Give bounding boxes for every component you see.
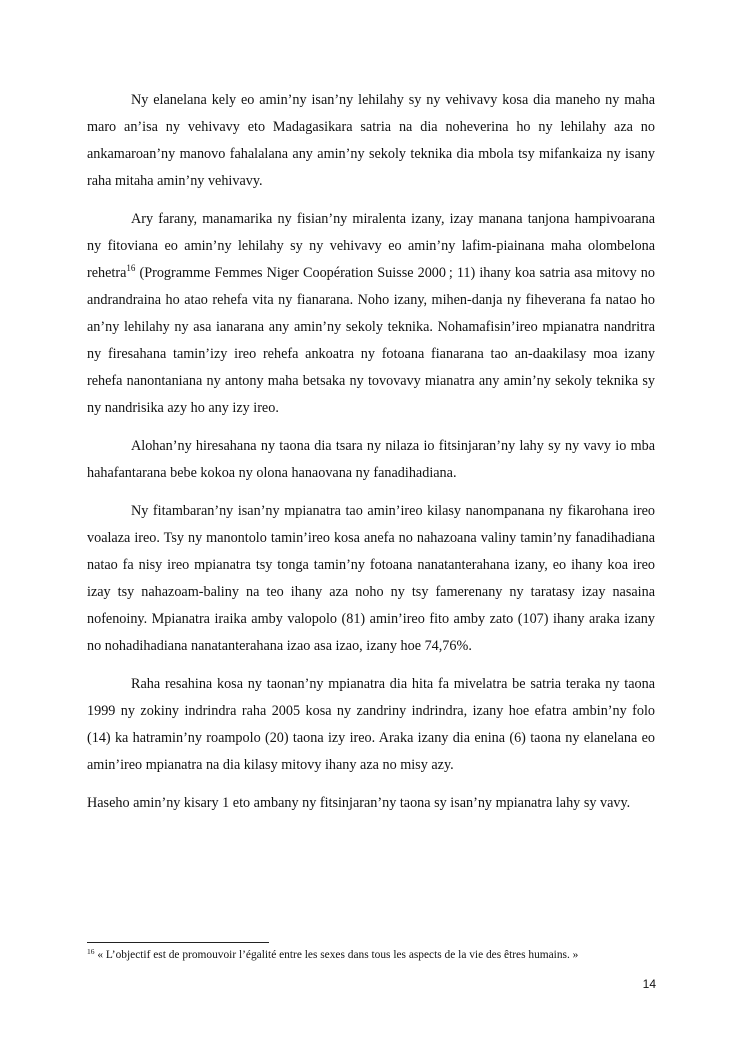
paragraph-6: Haseho amin’ny kisary 1 eto ambany ny fitsinjaran’ny taona sy isan’ny mpianatra lahy sy vavy. (87, 795, 631, 811)
footnote (87, 948, 667, 963)
footnote-number: 16 (87, 947, 95, 956)
footnote-separator (87, 942, 269, 943)
paragraph-4: Ny fitambaran’ny isan’ny mpianatra tao amin’ireo kilasy nanompanana ny fikarohana ireo voalaza ireo. Tsy ny manontolo tamin’ireo kosa anefa no nahazoana valiny tamin’ny fanadihadiana natao fa nisy ireo mpianatra tsy tonga tamin’ny fotoana nanatanterahana izany, eo ihany koa ireo izay tsy nahazoam-baliny na teo ihany aza noho ny tsy famerenany ny taratasy izay nasaina nofenoiny. Mpianatra iraika amby valopolo (81) amin’ireo fito amby zato (107) ihany araka izany no nohadihadiana nanatanterahana izao asa izao, izany hoe 74,76%. (87, 503, 655, 654)
footnote-text: « L’objectif est de promouvoir l’égalité entre les sexes dans tous les aspects de la vie des êtres humains. » (94, 949, 579, 961)
paragraph-3: Alohan’ny hiresahana ny taona dia tsara ny nilaza io fitsinjaran’ny lahy sy ny vavy io mba hahafantarana bebe kokoa ny olona hanaovana ny fanadihadiana. (87, 438, 655, 481)
paragraph-5: Raha resahina kosa ny taonan’ny mpianatra dia hita fa mivelatra be satria teraka ny taona 1999 ny zokiny indrindra raha 2005 kosa ny zandriny indrindra, izany hoe efatra ambin’ny folo (14) ka hatramin’ny roampolo (20) taona izy ireo. Araka izany dia enina (6) taona ny elanelana eo amin’ireo mpianatra na dia kilasy mitovy ihany aza no misy azy. (87, 676, 655, 773)
paragraph-2 (87, 206, 655, 422)
page-number: 14 (642, 977, 656, 991)
paragraph-2-text-start: Ary farany, manamarika ny fisian’ny miralenta izany, izay manana tanjona hampivoarana ny fitoviana eo amin’ny lehilahy sy ny vehivavy eo amin’ny lafim-piainana maha olombelona rehetra (87, 211, 655, 281)
footnote-reference: 16 (126, 263, 136, 273)
paragraph-1: Ny elanelana kely eo amin’ny isan’ny lehilahy sy ny vehivavy kosa dia maneho ny maha maro an’isa ny vehivavy eto Madagasikara satria na dia noheverina ho ny lehilahy aza no ankamaroan’ny manovo fahalalana any amin’ny sekoly teknika dia mbola tsy mifankaiza ny isany raha mitaha amin’ny vehivavy. (87, 92, 655, 189)
body-text (87, 87, 655, 828)
paragraph-2-text-end: (Programme Femmes Niger Coopération Suisse 2000 ; 11) ihany koa satria asa mitovy no andrandraina ho atao rehefa vita ny fianarana. Noho izany, mihen-danja ny fiheverana fa natao ho an’ny lehilahy ny asa ianarana any amin’ny sekoly teknika. Nohamafisin’ireo mpianatra nandritra ny firesahana tamin’izy ireo rehefa ankoatra ny fotoana fianarana tao an-daakilasy moa izany rehefa nanontaniana ny antony maha betsaka ny tovovavy mianatra any amin’ny sekoly teknika sy ny nandrisika azy ho any izy ireo. (87, 265, 655, 416)
